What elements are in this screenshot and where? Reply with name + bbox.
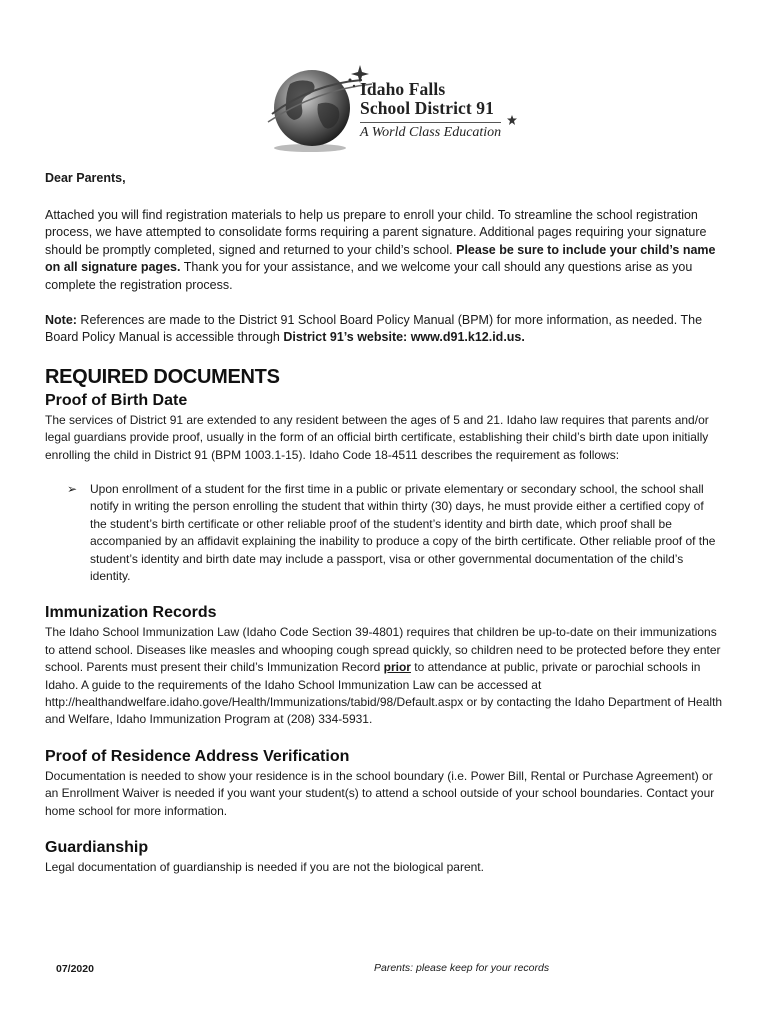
birth-date-heading: Proof of Birth Date (45, 391, 188, 409)
required-documents-heading: REQUIRED DOCUMENTS (45, 365, 280, 388)
guardianship-paragraph: Legal documentation of guardianship is needed if you are not the biological parent. (45, 860, 484, 875)
letter-body (45, 170, 728, 876)
logo-line-2: School District 91 (360, 98, 495, 118)
birth-date-bullet (45, 481, 728, 585)
guardianship-heading: Guardianship (45, 839, 149, 857)
footer-note: Parents: please keep for your records (374, 962, 550, 974)
immunization-paragraph (45, 624, 728, 728)
immunization-text-1: The Idaho School Immunization Law (Idaho Code Section 39-4801) requires that children be up-to-date on their immunizations to attend school. Diseases like measles and whooping cough spread quickly, so children need to be protected before they enter school. Parents must present their child’s Immunization Record (45, 625, 721, 675)
arrow-bullet-icon: ➢ (67, 481, 78, 496)
small-star-icon (507, 115, 517, 125)
immunization-text-2: to attendance at public, private or parochial schools in Idaho. A guide to the requirements of the Idaho School Immunization Law can be accessed at http://healthandwelfare.idaho.gove/Health/Immunizations/tabid/98/Default.aspx or by contacting the Idaho Department of Health and Welfare, Idaho Immunization Program at (208) 334-5931. (45, 660, 723, 727)
intro-text-2: Thank you for your assistance, and we welcome your call should any questions arise as you complete the registration process. (45, 260, 693, 292)
residence-heading: Proof of Residence Address Verification (45, 747, 350, 765)
immunization-heading: Immunization Records (45, 604, 217, 622)
birth-date-paragraph: The services of District 91 are extended to any resident between the ages of 5 and 21. Idaho law requires that parents and/or legal guardians provide proof, usually in the form of an official birth certificate, establishing their child’s birth date upon initially enrolling the child in District 91 (BPM 1003.1-15). Idaho Code 18-4511 describes the requirement as follows: (45, 412, 709, 462)
intro-bold-text: Please be sure to include your child’s name on all signature pages. (45, 242, 716, 275)
logo-line-1: Idaho Falls (360, 79, 446, 99)
note-label: Note: (45, 312, 77, 327)
note-paragraph (45, 312, 728, 347)
residence-paragraph: Documentation is needed to show your residence is in the school boundary (i.e. Power Bill, Rental or Purchase Agreement) or an Enrollment Waiver is needed if you want your student(s) to attend a school outside of your school boundaries. Contact your home school for more information. (45, 768, 715, 818)
website-link[interactable]: District 91’s website: www.d91.k12.id.us. (283, 330, 525, 345)
salutation: Dear Parents, (45, 171, 126, 185)
intro-text-1: Attached you will find registration materials to help us prepare to enroll your child. To streamline the school registration process, we have attempted to consolidate forms requiring a parent signature. Additional pages requiring your signature should be promptly completed, signed and returned to your child’s school. (45, 207, 707, 257)
globe-icon (274, 70, 350, 146)
footer-date: 07/2020 (56, 963, 94, 975)
prior-emphasis: prior (383, 660, 411, 675)
logo-tagline: A World Class Education (360, 122, 501, 142)
bullet-text: Upon enrollment of a student for the first time in a public or private elementary or secondary school, the school shall notify in writing the person enrolling the student that within thirty (30) days, he must provide either a certified copy of the student’s birth certificate or other reliable proof of the student’s identity and birth date, which proof shall be accompanied by an affidavit explaining the inability to produce a copy of the birth certificate. Other reliable proof of the student’s identity and birth date may include a passport, visa or other governmental documentation of the child’s identity. (90, 481, 716, 583)
intro-paragraph (45, 207, 728, 295)
logo-text (360, 80, 501, 142)
note-text: References are made to the District 91 School Board Policy Manual (BPM) for more information, as needed. The Board Policy Manual is accessible through (45, 312, 703, 345)
